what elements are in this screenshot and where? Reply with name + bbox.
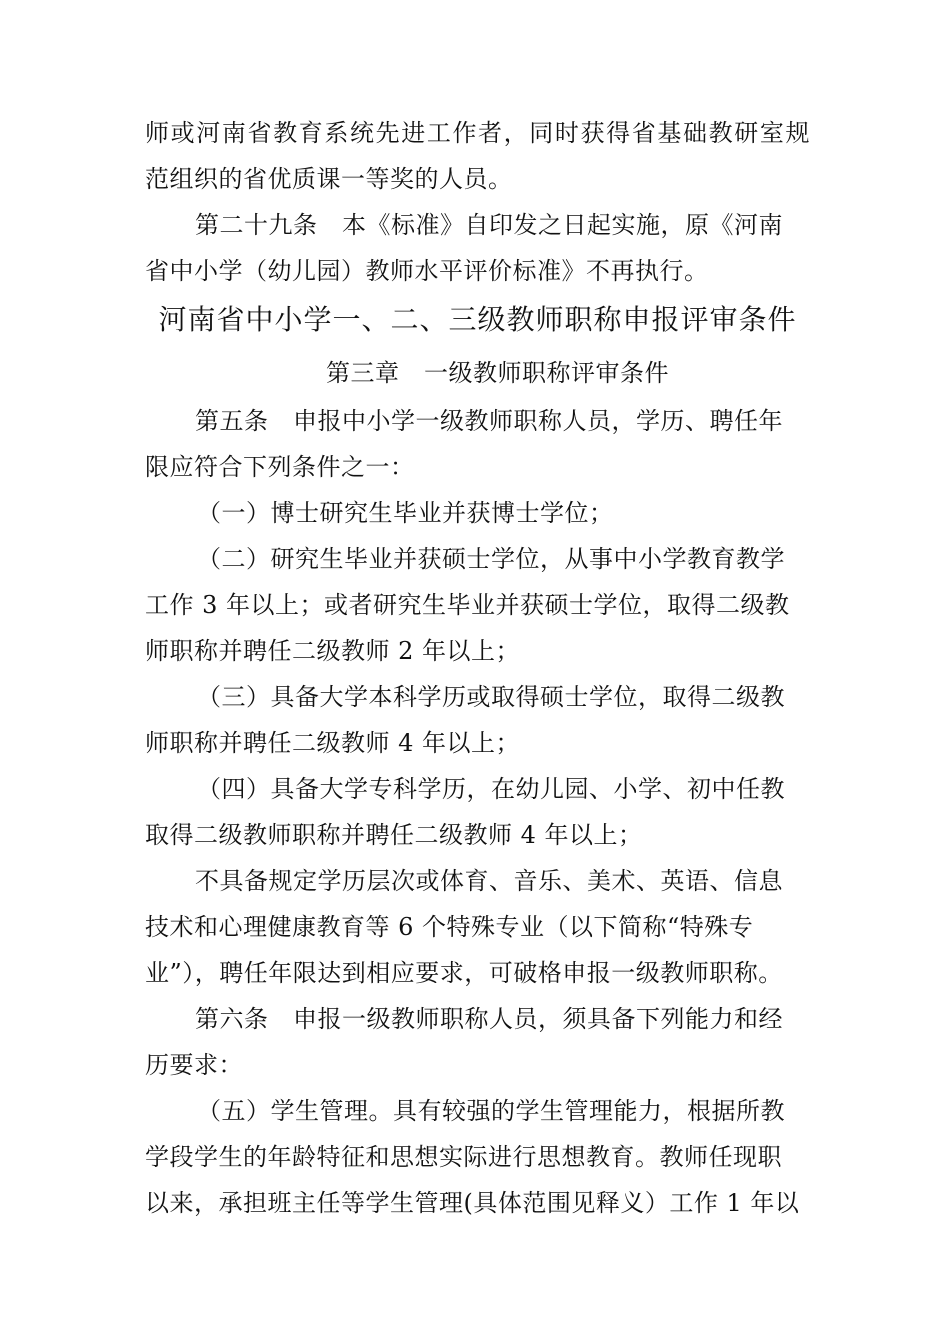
- chapter-heading: 第三章 一级教师职称评审条件: [326, 359, 669, 387]
- paragraph-line: 技术和心理健康教育等 6 个特殊专业（以下简称“特殊专: [145, 913, 754, 941]
- paragraph-line: 以来，承担班主任等学生管理(具体范围见释义）工作 1 年以: [145, 1189, 800, 1217]
- list-item: （二）研究生毕业并获硕士学位，从事中小学教育教学: [197, 545, 785, 573]
- paragraph-line: 业”），聘任年限达到相应要求，可破格申报一级教师职称。: [145, 959, 783, 987]
- paragraph-line: 第五条 申报中小学一级教师职称人员，学历、聘任年: [195, 407, 783, 435]
- paragraph-line: 师职称并聘任二级教师 4 年以上；: [145, 729, 521, 757]
- paragraph-line: 师或河南省教育系统先进工作者，同时获得省基础教研室规: [145, 119, 810, 147]
- paragraph-line: 学段学生的年龄特征和思想实际进行思想教育。教师任现职: [145, 1143, 782, 1171]
- paragraph-line: 历要求：: [145, 1051, 243, 1079]
- paragraph-line: 省中小学（幼儿园）教师水平评价标准》不再执行。: [145, 257, 709, 285]
- list-item: （五）学生管理。具有较强的学生管理能力，根据所教: [197, 1097, 785, 1125]
- paragraph-line: 师职称并聘任二级教师 2 年以上；: [145, 637, 521, 665]
- list-item: （三）具备大学本科学历或取得硕士学位，取得二级教: [197, 683, 785, 711]
- list-item: （一）博士研究生毕业并获博士学位；: [197, 499, 614, 527]
- paragraph-line: 第二十九条 本《标准》自印发之日起实施，原《河南: [195, 211, 783, 239]
- paragraph-line: 范组织的省优质课一等奖的人员。: [145, 165, 513, 193]
- paragraph-line: 工作 3 年以上；或者研究生毕业并获硕士学位，取得二级教: [145, 591, 790, 619]
- paragraph-line: 限应符合下列条件之一：: [145, 453, 415, 481]
- list-item: （四）具备大学专科学历，在幼儿园、小学、初中任教: [197, 775, 785, 803]
- document-body: [145, 110, 810, 1226]
- paragraph-line: 取得二级教师职称并聘任二级教师 4 年以上；: [145, 821, 643, 849]
- paragraph-line: 第六条 申报一级教师职称人员，须具备下列能力和经: [195, 1005, 783, 1033]
- document-title: 河南省中小学一、二、三级教师职称申报评审条件: [158, 303, 797, 336]
- paragraph-line: 不具备规定学历层次或体育、音乐、美术、英语、信息: [195, 867, 783, 895]
